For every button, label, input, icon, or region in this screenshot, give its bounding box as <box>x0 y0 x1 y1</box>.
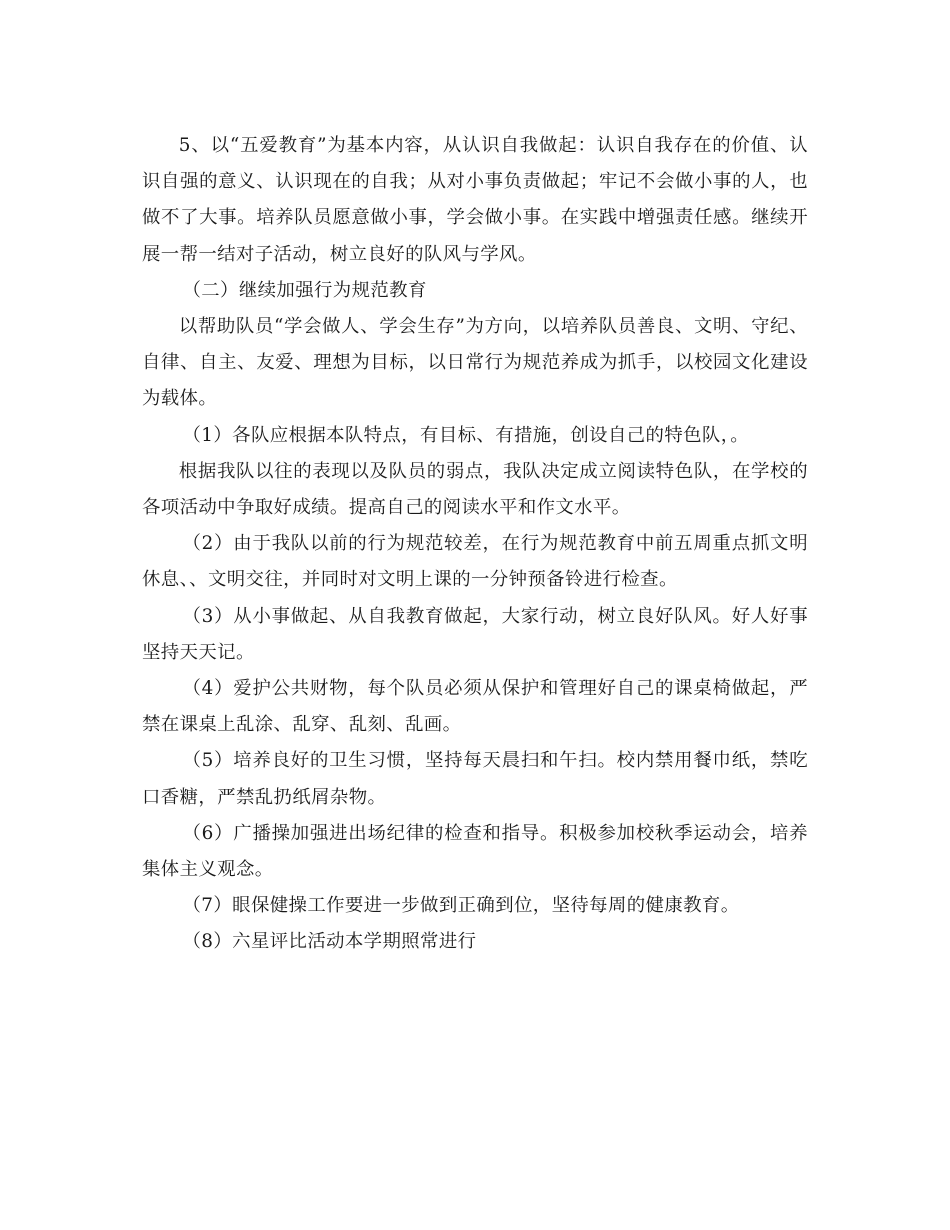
list-item-1-feature-team: （1）各队应根据本队特点，有目标、有措施，创设自己的特色队，。 <box>182 424 750 446</box>
list-item-8-six-star-evaluation: （8）六星评比活动本学期照常进行 <box>182 931 477 953</box>
list-item-7-eye-exercises: （7）眼保健操工作要进一步做到正确到位，坚待每周的健康教育。 <box>182 895 740 917</box>
document-body <box>142 128 808 961</box>
section-heading-behavior-norms: （二）继续加强行为规范教育 <box>182 279 427 301</box>
list-item-3-small-things: （3）从小事做起、从自我教育做起，大家行动，树立良好队风。好人好事坚持天天记。 <box>142 605 808 663</box>
list-item-4-public-property: （4）爱护公共财物，每个队员必须从保护和管理好自己的课桌椅做起，严禁在课桌上乱涂、乱穿、乱刻、乱画。 <box>142 678 808 736</box>
paragraph-reading-team: 根据我队以往的表现以及队员的弱点，我队决定成立阅读特色队，在学校的各项活动中争取好成绩。提高自己的阅读水平和作文水平。 <box>142 460 808 519</box>
paragraph-behavior-goals: 以帮助队员“学会做人、学会生存”为方向，以培养队员善良、文明、守纪、自律、自主、友爱、理想为目标，以日常行为规范养成为抓手，以校园文化建设为载体。 <box>142 316 808 410</box>
list-item-6-exercise-discipline: （6）广播操加强进出场纪律的检查和指导。积极参加校秋季运动会，培养集体主义观念。 <box>142 822 808 881</box>
list-item-5-hygiene: （5）培养良好的卫生习惯，坚持每天晨扫和午扫。校内禁用餐巾纸，禁吃口香糖，严禁乱扔纸屑杂物。 <box>142 750 808 808</box>
list-item-2-civilized-rest: （2）由于我队以前的行为规范较差，在行为规范教育中前五周重点抓文明休息、、文明交往，并同时对文明上课的一分钟预备铃进行检查。 <box>142 533 808 591</box>
paragraph-five-love-education: 5、以“五爱教育”为基本内容，从认识自我做起：认识自我存在的价值、认识自强的意义、认识现在的自我；从对小事负责做起；牢记不会做小事的人，也做不了大事。培养队员愿意做小事，学会做小事。在实践中增强责任感。继续开展一帮一结对子活动，树立良好的队风与学风。 <box>142 135 808 265</box>
